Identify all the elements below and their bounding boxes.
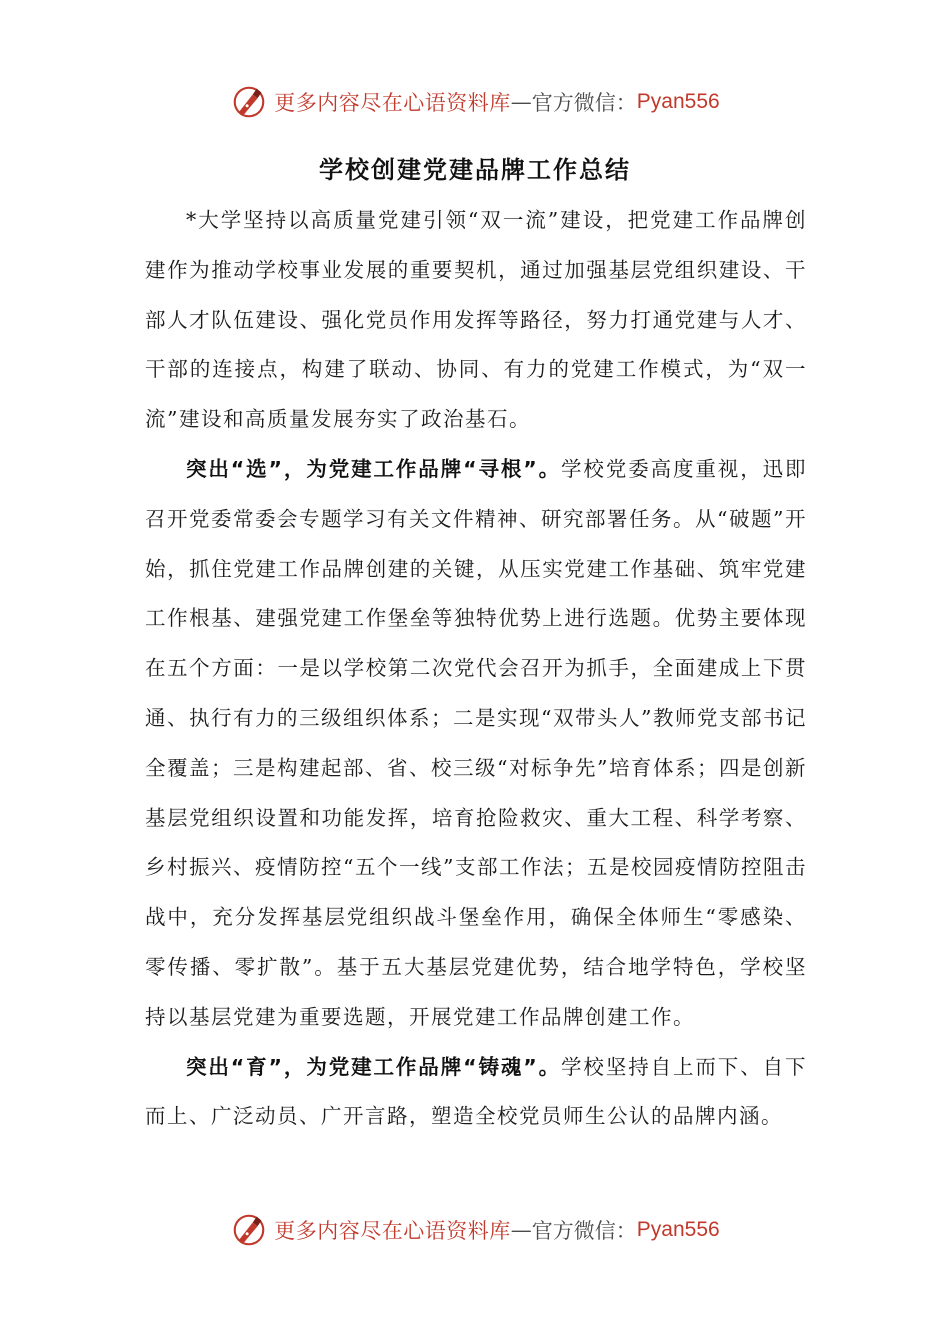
paragraph-select: [145, 445, 807, 1043]
pen-nib-logo-icon: [230, 1211, 268, 1249]
banner-wechat-id: Pyan556: [636, 90, 720, 113]
document-body: [145, 196, 807, 1142]
banner-separator: —: [510, 1218, 532, 1242]
footer-banner: [0, 1208, 950, 1252]
paragraph-text: 学校坚持自上而下、自下而上、广泛动员、广开言路，塑造全校党员师生公认的品牌内涵。: [145, 1054, 807, 1129]
paragraph-text: *大学坚持以高质量党建引领“双一流”建设，把党建工作品牌创建作为推动学校事业发展的重要契机，通过加强基层党组织建设、干部人才队伍建设、强化党员作用发挥等路径，努力打通党建与人才、干部的连接点，构建了联动、协同、有力的党建工作模式，为“双一流”建设和高质量发展夯实了政治基石。: [145, 208, 807, 432]
document-title: 学校创建党建品牌工作总结: [319, 156, 631, 184]
banner-wechat-label: 官方微信：: [531, 91, 637, 115]
banner-wechat-id: Pyan556: [636, 1218, 720, 1241]
paragraph-intro: [145, 196, 807, 445]
banner-text: 更多内容尽在心语资料库: [274, 1219, 511, 1243]
pen-nib-logo-icon: [230, 83, 268, 121]
paragraph-lead: 突出“选”，为党建工作品牌“寻根”。: [186, 456, 562, 481]
banner-wechat-label: 官方微信：: [531, 1219, 637, 1243]
header-banner: [0, 80, 950, 124]
banner-separator: —: [510, 90, 532, 114]
paragraph-lead: 突出“育”，为党建工作品牌“铸魂”。: [186, 1054, 562, 1079]
paragraph-text: 学校党委高度重视，迅即召开党委常委会专题学习有关文件精神、研究部署任务。从“破题”开始，抓住党建工作品牌创建的关键，从压实党建工作基础、筑牢党建工作根基、建强党建工作堡垒等独特优势上进行选题。优势主要体现在五个方面：一是以学校第二次党代会召开为抓手，全面建成上下贯通、执行有力的三级组织体系；二是实现“双带头人”教师党支部书记全覆盖；三是构建起部、省、校三级“对标争先”培育体系；四是创新基层党组织设置和功能发挥，培育抢险救灾、重大工程、科学考察、乡村振兴、疫情防控“五个一线”支部工作法；五是校园疫情防控阻击战中，充分发挥基层党组织战斗堡垒作用，确保全体师生“零感染、零传播、零扩散”。基于五大基层党建优势，结合地学特色，学校坚持以基层党建为重要选题，开展党建工作品牌创建工作。: [145, 456, 807, 1029]
paragraph-cultivate: [145, 1043, 807, 1143]
banner-text: 更多内容尽在心语资料库: [274, 91, 511, 115]
